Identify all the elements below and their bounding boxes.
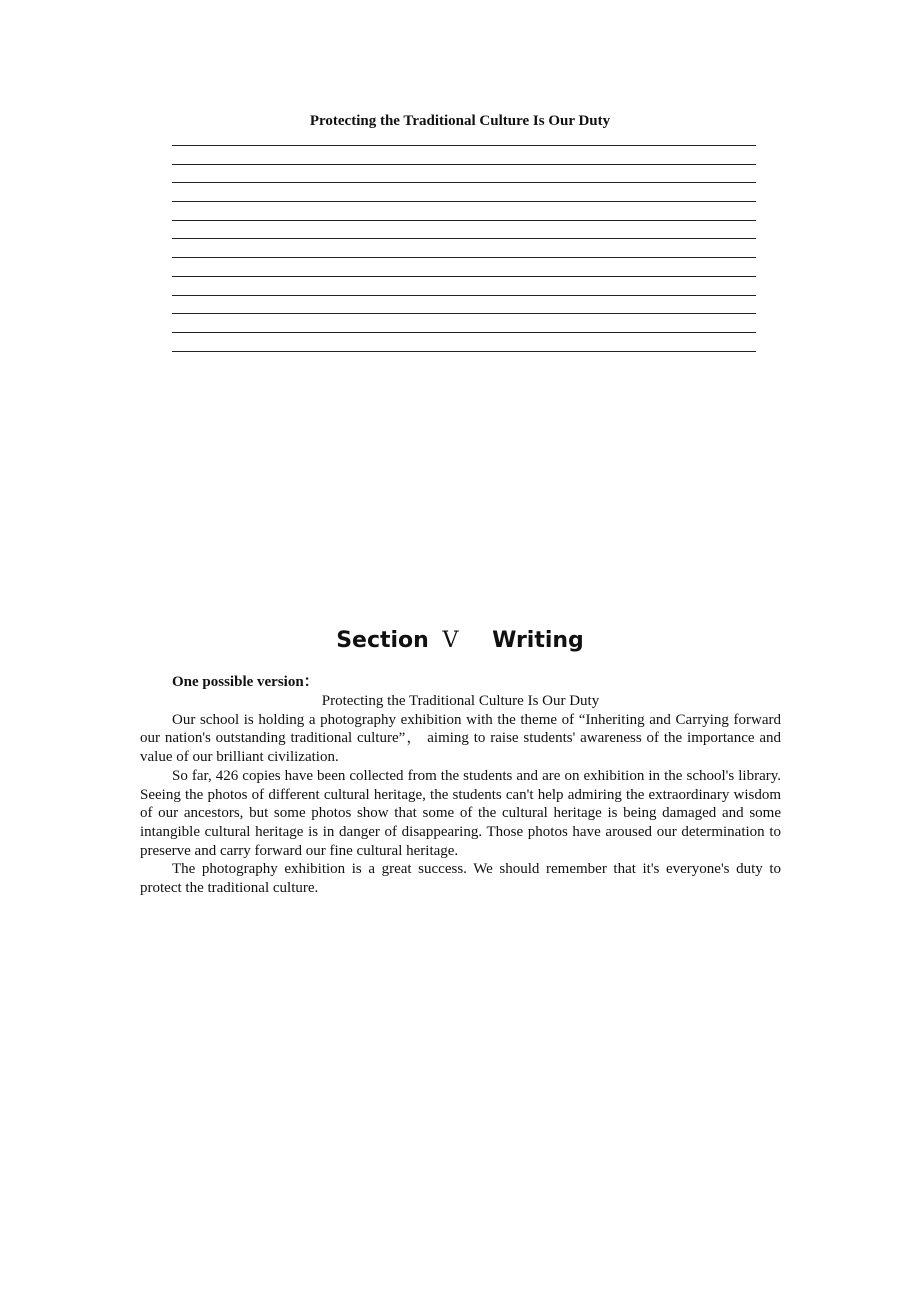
answer-lines bbox=[172, 145, 756, 355]
answer-line bbox=[172, 276, 756, 277]
answer-line bbox=[172, 201, 756, 202]
answer-line bbox=[172, 313, 756, 314]
answer-line bbox=[172, 238, 756, 239]
essay-paragraph: Our school is holding a photography exhibition with the theme of “Inheriting and Carrying forward our nation's outstanding traditional culture”， aiming to raise students' awareness of the importance and value of our brilliant civilization. bbox=[140, 711, 781, 766]
answer-line bbox=[172, 182, 756, 183]
section-heading bbox=[0, 626, 920, 656]
answer-line bbox=[172, 332, 756, 333]
answer-line bbox=[172, 351, 756, 352]
answer-line bbox=[172, 220, 756, 221]
essay-paragraph: The photography exhibition is a great success. We should remember that it's everyone's duty to protect the traditional culture. bbox=[140, 861, 781, 897]
answer-line bbox=[172, 295, 756, 296]
essay-paragraph: So far, 426 copies have been collected from the students and are on exhibition in the school's library. Seeing the photos of different cultural heritage, the students can't help admiring the extraordinary wisdom of our ancestors, but some photos show that some of the cultural heritage is being damaged and some intangible cultural heritage is in danger of disappearing. Those photos have aroused our determination to preserve and carry forward our fine cultural heritage. bbox=[140, 767, 781, 859]
answer-line bbox=[172, 164, 756, 165]
sample-essay bbox=[140, 692, 781, 898]
version-label: One possible version： bbox=[172, 674, 319, 690]
answer-line bbox=[172, 145, 756, 146]
section-heading-word: Section bbox=[336, 628, 429, 653]
section-heading-numeral: Ⅴ bbox=[442, 628, 459, 653]
section-heading-topic: Writing bbox=[492, 628, 584, 653]
answer-line bbox=[172, 257, 756, 258]
essay-title: Protecting the Traditional Culture Is Our Duty bbox=[321, 693, 600, 709]
writing-prompt-title: Protecting the Traditional Culture Is Our Duty bbox=[309, 113, 611, 129]
